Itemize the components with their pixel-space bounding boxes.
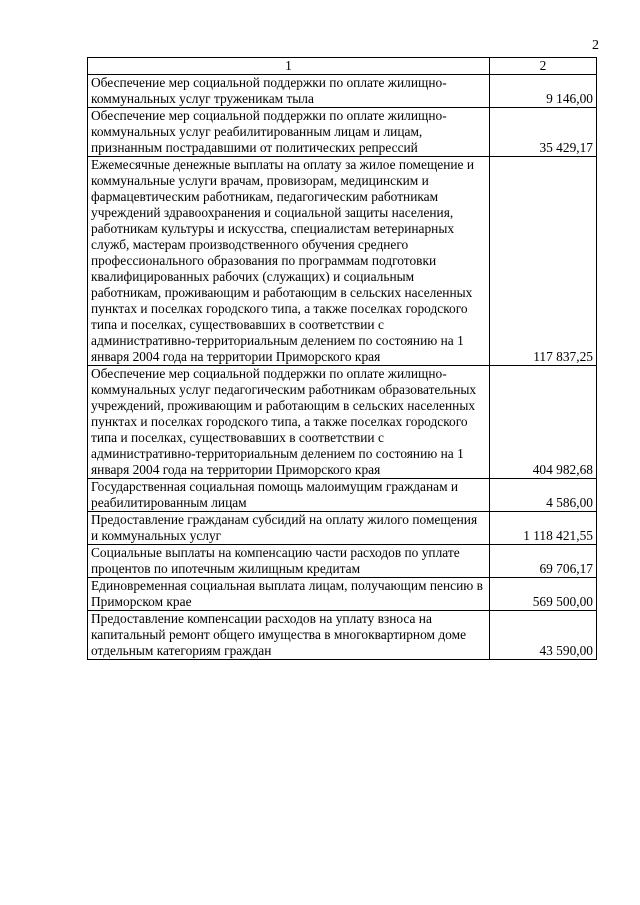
row-description: Предоставление гражданам субсидий на оплату жилого помещения и коммунальных услуг xyxy=(88,512,490,545)
row-amount: 404 982,68 xyxy=(490,366,597,479)
row-description: Обеспечение мер социальной поддержки по оплате жилищно-коммунальных услуг реабилитированным лицам и лицам, признанным пострадавшими от политических репрессий xyxy=(88,108,490,157)
row-amount: 35 429,17 xyxy=(490,108,597,157)
column-header-1: 1 xyxy=(88,58,490,75)
row-amount: 69 706,17 xyxy=(490,545,597,578)
row-description: Социальные выплаты на компенсацию части расходов по уплате процентов по ипотечным жилищным кредитам xyxy=(88,545,490,578)
table-row xyxy=(88,366,597,479)
row-amount: 43 590,00 xyxy=(490,611,597,660)
row-description: Единовременная социальная выплата лицам, получающим пенсию в Приморском крае xyxy=(88,578,490,611)
row-description: Государственная социальная помощь малоимущим гражданам и реабилитированным лицам xyxy=(88,479,490,512)
budget-table xyxy=(87,57,597,660)
row-amount: 9 146,00 xyxy=(490,75,597,108)
table-row xyxy=(88,108,597,157)
row-amount: 569 500,00 xyxy=(490,578,597,611)
row-amount: 4 586,00 xyxy=(490,479,597,512)
table-row xyxy=(88,545,597,578)
row-amount: 1 118 421,55 xyxy=(490,512,597,545)
table-row xyxy=(88,75,597,108)
row-amount: 117 837,25 xyxy=(490,157,597,366)
page-number: 2 xyxy=(592,38,599,53)
table-row xyxy=(88,157,597,366)
table-header-row xyxy=(88,58,597,75)
table-row xyxy=(88,479,597,512)
row-description: Обеспечение мер социальной поддержки по оплате жилищно-коммунальных услуг педагогическим работникам образовательных учреждений, проживающим и работающим в сельских населенных пунктах и поселках городского типа, а также поселках городского типа и поселках, существовавших в соответствии с административно-территориальным делением по состоянию на 1 января 2004 года на территории Приморского края xyxy=(88,366,490,479)
row-description: Обеспечение мер социальной поддержки по оплате жилищно-коммунальных услуг труженикам тыла xyxy=(88,75,490,108)
table-row xyxy=(88,611,597,660)
column-header-2: 2 xyxy=(490,58,597,75)
row-description: Предоставление компенсации расходов на уплату взноса на капитальный ремонт общего имущества в многоквартирном доме отдельным категориям граждан xyxy=(88,611,490,660)
table-row xyxy=(88,578,597,611)
table-row xyxy=(88,512,597,545)
row-description: Ежемесячные денежные выплаты на оплату за жилое помещение и коммунальные услуги врачам, провизорам, медицинским и фармацевтическим работникам, педагогическим работникам учреждений здравоохранения и социальной защиты населения, работникам культуры и искусства, специалистам ветеринарных служб, мастерам производственного обучения среднего профессионального образования по программам подготовки квалифицированных рабочих (служащих) и социальным работникам, проживающим и работающим в сельских населенных пунктах и поселках городского типа, а также поселках городского типа и поселках, существовавших в соответствии с административно-территориальным делением по состоянию на 1 января 2004 года на территории Приморского края xyxy=(88,157,490,366)
